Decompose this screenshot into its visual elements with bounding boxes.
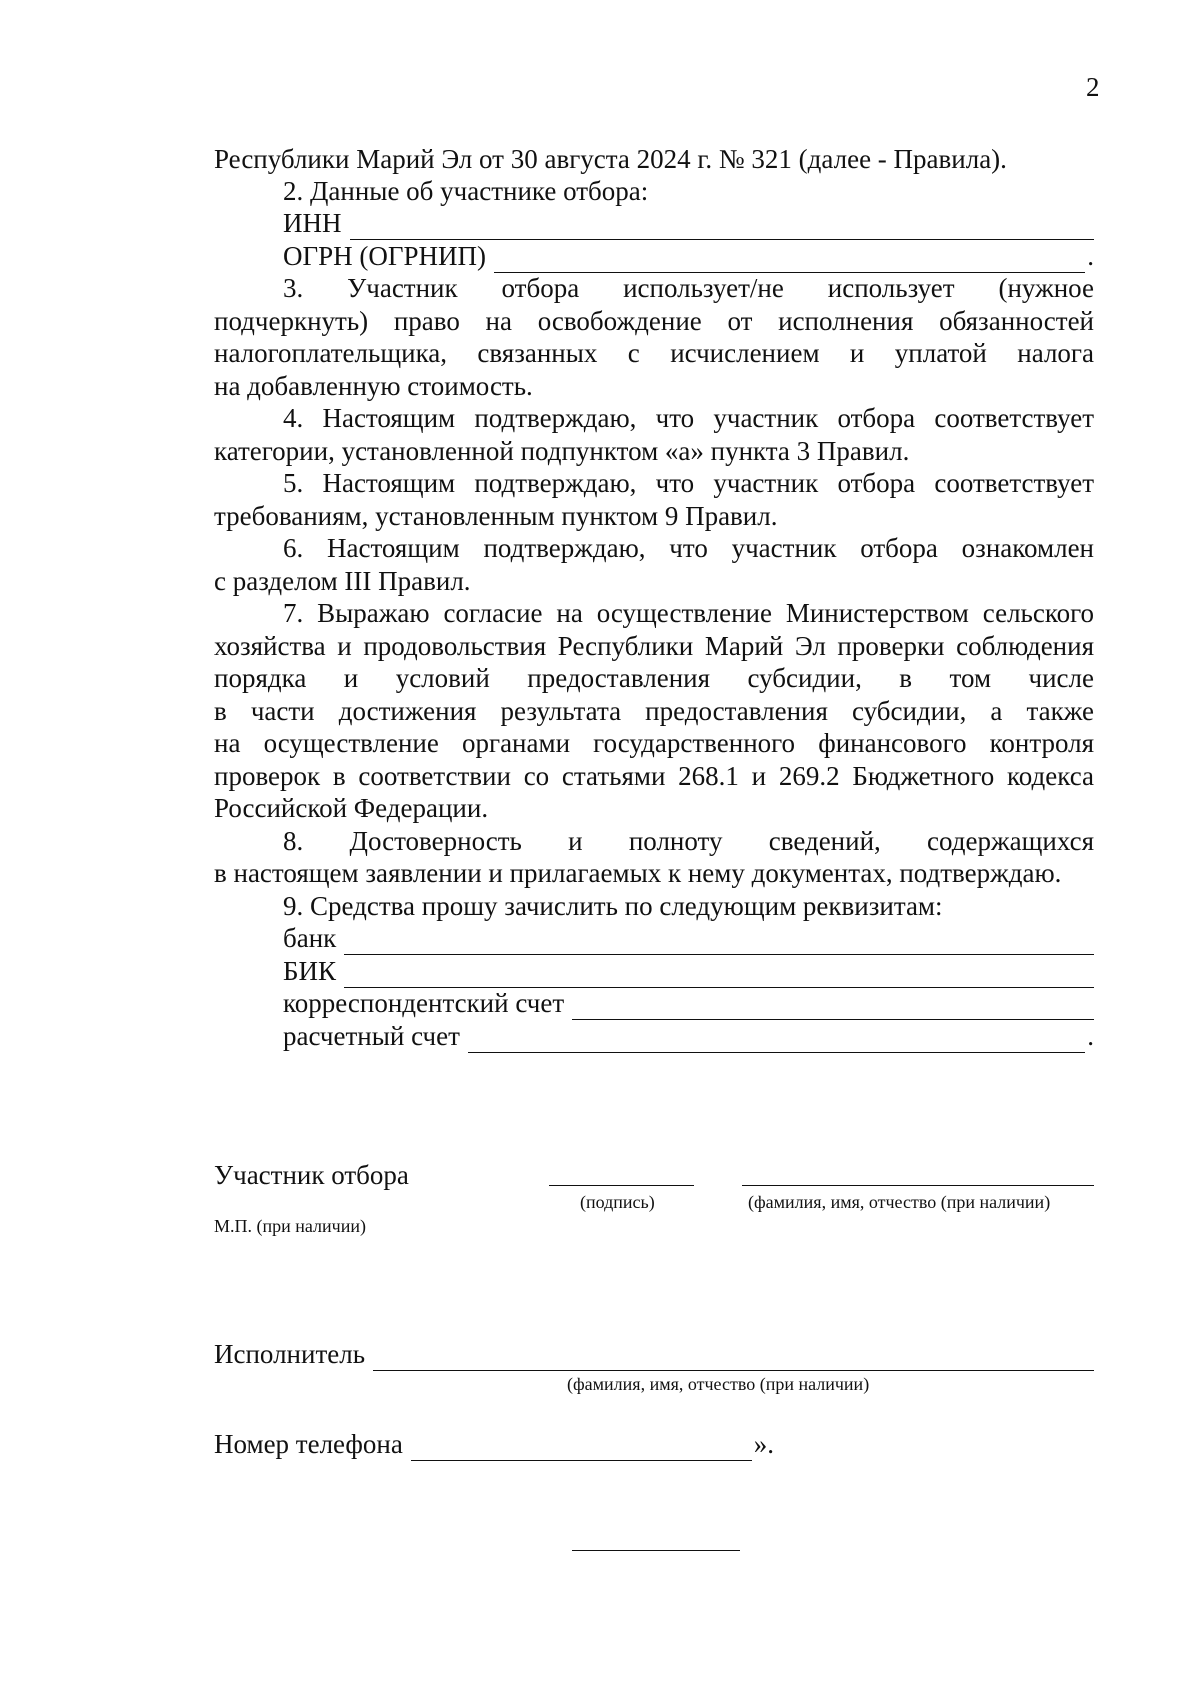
item7-line3: порядка и условий предоставления субсидии, в том числе: [214, 663, 1094, 693]
corr-account-label: корреспондентский счет: [283, 988, 565, 1018]
item7-line5: на осуществление органами государственного финансового контроля: [214, 728, 1094, 758]
bik-blank[interactable]: [344, 961, 1094, 988]
bottom-separator: [572, 1550, 740, 1551]
intro-line: Республики Марий Эл от 30 августа 2024 г. № 321 (далее - Правила).: [214, 144, 1007, 174]
executor-field[interactable]: [214, 1338, 1094, 1371]
item6-line2: с разделом III Правил.: [214, 566, 471, 596]
phone-field[interactable]: [214, 1428, 774, 1461]
ogrn-field[interactable]: [283, 240, 1094, 273]
stamp-caption: М.П. (при наличии): [214, 1216, 366, 1236]
item7-line4: в части достижения результата предоставления субсидии, а также: [214, 696, 1094, 726]
executor-caption: (фамилия, имя, отчество (при наличии): [567, 1374, 870, 1394]
settlement-account-blank[interactable]: [468, 1026, 1085, 1053]
item9-heading: 9. Средства прошу зачислить по следующим реквизитам:: [283, 891, 943, 921]
item2-heading: 2. Данные об участнике отбора:: [283, 176, 649, 206]
item5-line2: требованиям, установленным пунктом 9 Правил.: [214, 501, 778, 531]
inn-field[interactable]: [283, 207, 1094, 240]
item8-line1: 8. Достоверность и полноту сведений, содержащихся: [283, 826, 1094, 856]
item4-line1: 4. Настоящим подтверждаю, что участник отбора соответствует: [283, 403, 1094, 433]
item3-line2: подчеркнуть) право на освобождение от исполнения обязанностей: [214, 306, 1094, 336]
item7-line6: проверок в соответствии со статьями 268.1 и 269.2 Бюджетного кодекса: [214, 761, 1094, 791]
item8-line2: в настоящем заявлении и прилагаемых к нему документах, подтверждаю.: [214, 858, 1062, 888]
bank-label: банк: [283, 923, 337, 953]
item6-line1: 6. Настоящим подтверждаю, что участник отбора ознакомлен: [283, 533, 1094, 563]
participant-label: Участник отбора: [214, 1160, 409, 1190]
item3-line3: налогоплательщика, связанных с исчислением и уплатой налога: [214, 338, 1094, 368]
bik-label: БИК: [283, 956, 337, 986]
ogrn-period: .: [1087, 241, 1094, 271]
signature-caption: (подпись): [580, 1192, 655, 1212]
settlement-account-field[interactable]: [283, 1020, 1094, 1053]
ogrn-blank[interactable]: [494, 246, 1085, 273]
item7-line7: Российской Федерации.: [214, 793, 489, 823]
item3-line1: 3. Участник отбора использует/не использует (нужное: [283, 273, 1094, 303]
item4-line2: категории, установленной подпунктом «а» пункта 3 Правил.: [214, 436, 910, 466]
bik-field[interactable]: [283, 955, 1094, 988]
ogrn-label: ОГРН (ОГРНИП): [283, 241, 486, 271]
corr-account-field[interactable]: [283, 987, 1094, 1020]
executor-blank[interactable]: [373, 1344, 1094, 1371]
executor-label: Исполнитель: [214, 1339, 366, 1369]
bank-field[interactable]: [283, 922, 1094, 955]
corr-account-blank[interactable]: [572, 993, 1094, 1020]
phone-blank[interactable]: [411, 1434, 752, 1461]
item7-line1: 7. Выражаю согласие на осуществление Министерством сельского: [283, 598, 1094, 628]
phone-closing-quote: ».: [753, 1429, 774, 1459]
item5-line1: 5. Настоящим подтверждаю, что участник отбора соответствует: [283, 468, 1094, 498]
settlement-account-period: .: [1087, 1021, 1094, 1051]
inn-blank[interactable]: [350, 213, 1095, 240]
inn-label: ИНН: [283, 208, 342, 238]
participant-name-line[interactable]: [742, 1185, 1094, 1186]
phone-label: Номер телефона: [214, 1429, 403, 1459]
signature-line[interactable]: [549, 1185, 694, 1186]
item7-line2: хозяйства и продовольствия Республики Марий Эл проверки соблюдения: [214, 631, 1094, 661]
item3-line4: на добавленную стоимость.: [214, 371, 533, 401]
participant-name-caption: (фамилия, имя, отчество (при наличии): [748, 1192, 1051, 1212]
settlement-account-label: расчетный счет: [283, 1021, 460, 1051]
page-number: 2: [1086, 72, 1100, 102]
bank-blank[interactable]: [344, 928, 1094, 955]
